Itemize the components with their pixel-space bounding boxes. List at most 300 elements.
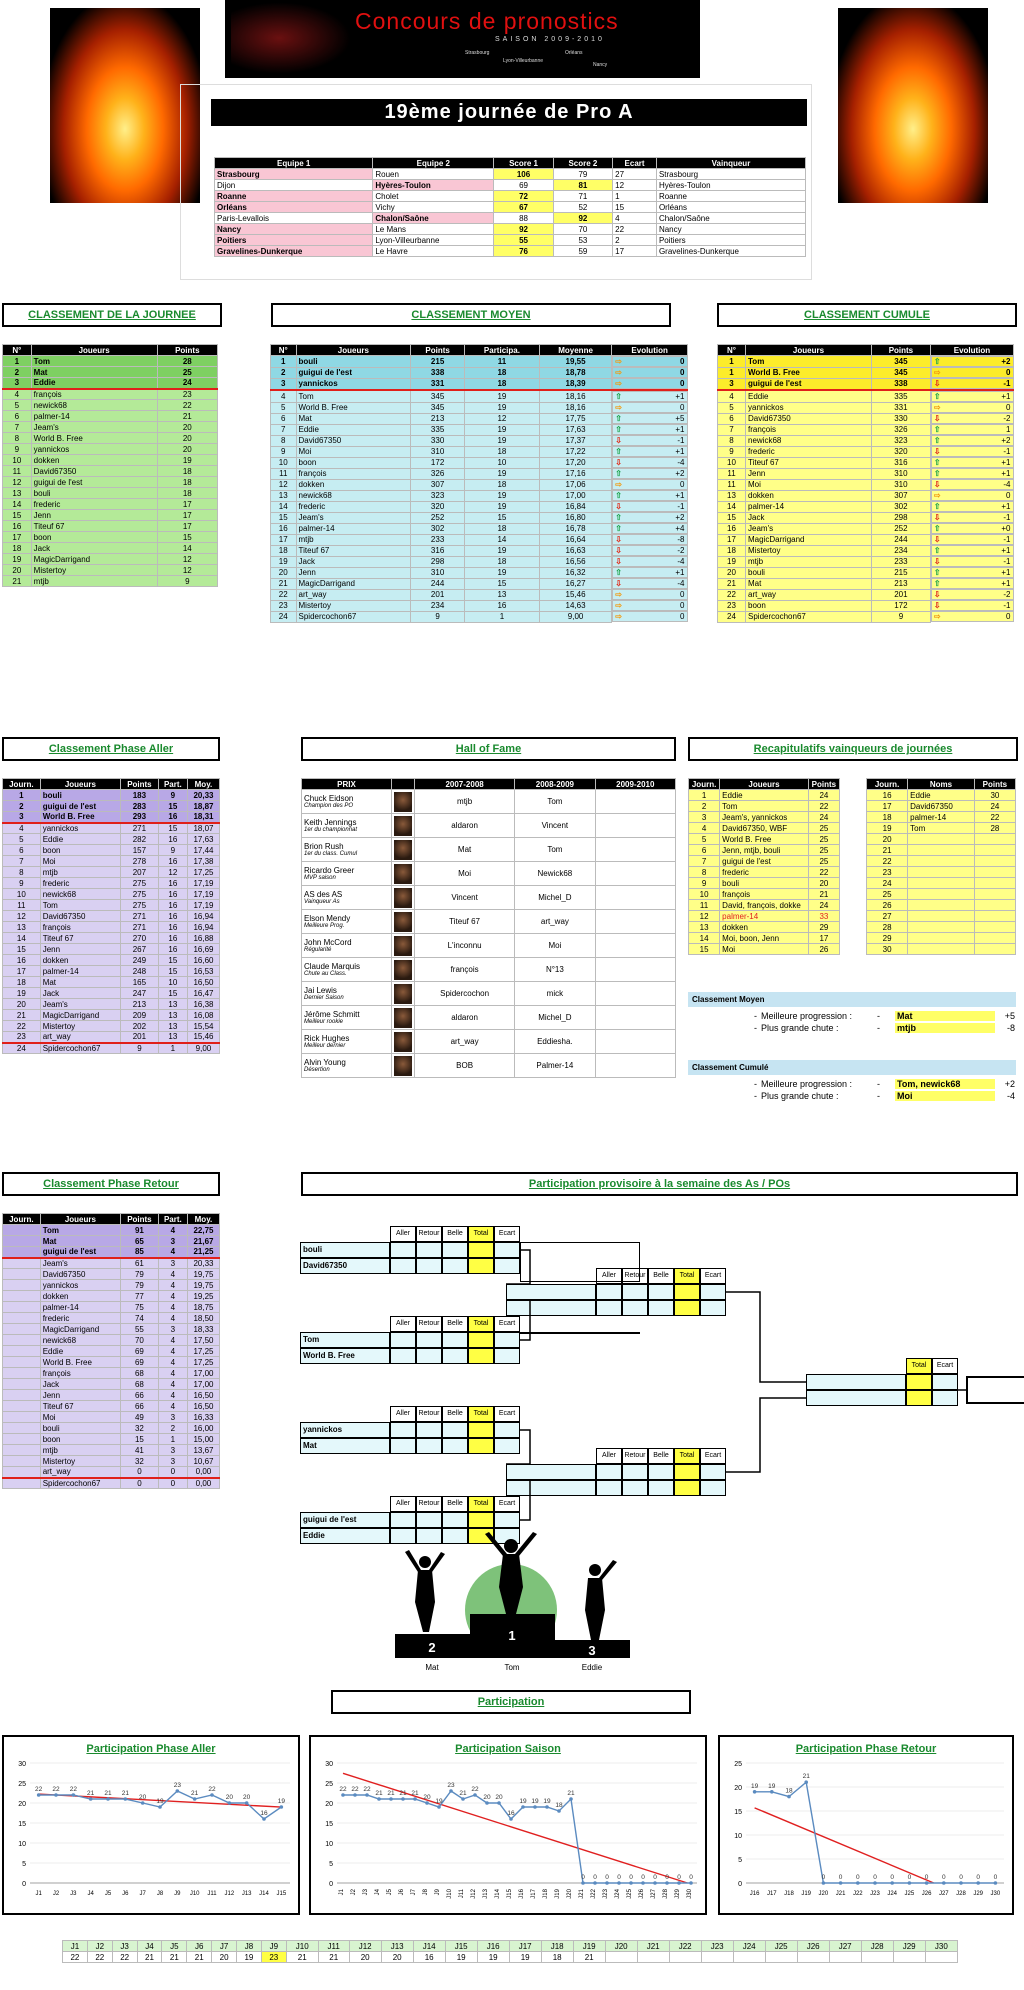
table-row xyxy=(3,856,220,867)
bracket-score-cell xyxy=(622,1480,648,1496)
y-tick-label: 20 xyxy=(325,1801,333,1808)
day-value xyxy=(797,1952,829,1963)
average: 20,33 xyxy=(187,1258,219,1269)
evolution-value: -1 xyxy=(1003,535,1011,544)
player-name: Eddie xyxy=(40,834,120,845)
points: 202 xyxy=(121,1021,159,1032)
x-tick-label: J8 xyxy=(423,1889,429,1896)
bracket-col-aller: Aller xyxy=(390,1226,416,1242)
player-name: dokken xyxy=(40,1291,120,1302)
rank: 10 xyxy=(3,455,32,466)
table-row xyxy=(867,944,1016,955)
rank xyxy=(3,1368,41,1379)
evolution-value: +1 xyxy=(675,568,685,577)
points: 74 xyxy=(121,1313,159,1324)
average: 16,00 xyxy=(187,1423,219,1434)
table-row xyxy=(271,356,688,368)
column-header: Noms xyxy=(908,779,975,790)
table-row xyxy=(3,790,220,801)
participations: 4 xyxy=(158,1269,187,1280)
player-name: Titeuf 67 xyxy=(40,1401,120,1412)
data-point xyxy=(617,1881,621,1885)
column-header: Equipe 1 xyxy=(215,158,373,169)
participations: 16 xyxy=(158,933,187,944)
points: 338 xyxy=(871,378,930,390)
evolution xyxy=(931,512,1014,523)
prize-cell xyxy=(302,934,392,958)
table-header-row xyxy=(689,779,840,790)
points: 91 xyxy=(121,1225,159,1236)
column-header: Equipe 2 xyxy=(373,158,494,169)
participations: 4 xyxy=(158,1401,187,1412)
points: 23 xyxy=(157,389,217,400)
participations: 12 xyxy=(158,867,187,878)
winner: Nancy xyxy=(656,224,805,235)
winner-name xyxy=(908,900,975,911)
data-point xyxy=(389,1797,393,1801)
winner-2007-2008: art_way xyxy=(415,1030,515,1054)
points: 20 xyxy=(157,444,217,455)
bracket-score-cell xyxy=(442,1242,468,1258)
average: 18,39 xyxy=(539,378,611,390)
rank: 11 xyxy=(271,468,297,479)
points: 323 xyxy=(411,490,465,501)
table-row xyxy=(3,867,220,878)
points: 28 xyxy=(974,823,1015,834)
data-point xyxy=(856,1881,860,1885)
score-2: 53 xyxy=(553,235,612,246)
y-tick-label: 25 xyxy=(734,1761,742,1768)
player-name: World B. Free xyxy=(746,367,872,378)
data-point xyxy=(689,1881,693,1885)
column-header: Moy. xyxy=(187,1214,219,1225)
rank: 13 xyxy=(718,490,746,501)
final-score-cell xyxy=(932,1374,958,1390)
bracket-col-retour: Retour xyxy=(416,1316,442,1332)
data-label: 18 xyxy=(785,1787,793,1795)
rank xyxy=(3,1357,41,1368)
x-tick-label: J23 xyxy=(603,1889,609,1899)
points: 249 xyxy=(121,955,159,966)
data-label: 19 xyxy=(543,1798,551,1805)
data-point xyxy=(210,1793,214,1797)
winner-name: David67350, WBF xyxy=(720,823,809,834)
team-2: Lyon-Villeurbanne xyxy=(373,235,494,246)
arrow-right-icon: ⇨ xyxy=(933,491,941,500)
rank xyxy=(3,1478,41,1489)
player-name: frederic xyxy=(746,446,872,457)
winner-name xyxy=(908,922,975,933)
evolution xyxy=(612,545,687,556)
participations: 16 xyxy=(158,889,187,900)
data-label: 22 xyxy=(339,1786,347,1793)
player-name: françois xyxy=(296,468,411,479)
x-tick-label: J3 xyxy=(363,1889,369,1896)
x-tick-label: J9 xyxy=(435,1889,441,1896)
data-point xyxy=(37,1793,41,1797)
prize-cell xyxy=(302,1030,392,1054)
table-row xyxy=(215,180,806,191)
table-row xyxy=(3,543,218,554)
score-2: 70 xyxy=(553,224,612,235)
y-tick-label: 5 xyxy=(22,1861,26,1868)
day-header: J11 xyxy=(318,1941,349,1952)
rank xyxy=(3,1324,41,1335)
column-header: Moy. xyxy=(187,779,219,790)
evolution xyxy=(612,611,687,622)
score-1: 55 xyxy=(494,235,553,246)
table-row xyxy=(3,955,220,966)
average: 17,25 xyxy=(187,1357,219,1368)
arrow-down-icon: ⇩ xyxy=(933,590,941,599)
player-name: Jeam's xyxy=(296,512,411,523)
table-row xyxy=(867,823,1016,834)
bracket-score-cell xyxy=(622,1284,648,1300)
winner-2008-2009: Palmer-14 xyxy=(515,1054,595,1078)
day-header: J2 xyxy=(87,1941,112,1952)
day-header: J25 xyxy=(765,1941,797,1952)
bracket-score-cell xyxy=(648,1284,674,1300)
x-tick-label: J29 xyxy=(973,1891,984,1897)
worst-drop-name: Moi xyxy=(895,1091,995,1101)
day-value: 20 xyxy=(212,1952,237,1963)
prize-description: Champion des PO xyxy=(304,803,354,809)
data-point xyxy=(822,1881,826,1885)
bracket-player xyxy=(506,1284,596,1300)
player-name: Titeuf 67 xyxy=(31,521,157,532)
data-label: 21 xyxy=(375,1790,383,1797)
table-row xyxy=(3,521,218,532)
player-photo xyxy=(394,840,412,860)
bracket-connector xyxy=(520,1332,640,1334)
y-tick-label: 5 xyxy=(329,1861,333,1868)
participations: 3 xyxy=(158,1412,187,1423)
day-value: 21 xyxy=(162,1952,187,1963)
column-header: Joueurs xyxy=(40,779,120,790)
table-row xyxy=(867,790,1016,801)
column-header: Points xyxy=(157,345,217,356)
winner-name: guigui de l'est xyxy=(720,856,809,867)
day-header: J12 xyxy=(349,1941,381,1952)
worst-drop-value: -4 xyxy=(1006,1091,1015,1101)
player-name: David67350 xyxy=(746,413,872,424)
evolution xyxy=(931,356,1014,367)
city-label: Orléans xyxy=(565,50,583,56)
player-name: palmer-14 xyxy=(40,966,120,977)
player-name: Jenn xyxy=(746,468,872,479)
x-tick-label: J27 xyxy=(938,1891,949,1897)
score-1: 76 xyxy=(494,246,553,257)
player-photo-cell xyxy=(392,838,415,862)
rank xyxy=(3,1269,41,1280)
points: 213 xyxy=(121,999,159,1010)
evolution-value: +1 xyxy=(1001,579,1011,588)
evolution xyxy=(931,468,1014,479)
participations: 4 xyxy=(158,1379,187,1390)
evolution xyxy=(612,356,687,367)
prize-cell xyxy=(302,1006,392,1030)
player-photo-cell xyxy=(392,814,415,838)
participations: 13 xyxy=(158,999,187,1010)
title-participation-po: Participation provisoire à la semaine des As / POs xyxy=(301,1172,1018,1196)
ecart: 2 xyxy=(613,235,657,246)
bracket-score-cell xyxy=(648,1480,674,1496)
participations: 18 xyxy=(464,479,539,490)
summary-dash: - xyxy=(754,1091,757,1101)
points: 233 xyxy=(411,534,465,545)
data-label: 22 xyxy=(351,1786,359,1793)
rank xyxy=(3,1258,41,1269)
rank: 20 xyxy=(3,999,41,1010)
winner-name xyxy=(908,867,975,878)
moyen-summary xyxy=(688,992,1016,1033)
points: 17 xyxy=(157,499,217,510)
prize-name: Jai Lewis xyxy=(304,986,337,995)
evolution xyxy=(931,435,1014,446)
data-point xyxy=(557,1809,561,1813)
prize-name: Keith Jennings xyxy=(304,818,357,827)
table-row xyxy=(271,446,688,457)
table-row xyxy=(215,224,806,235)
player-name: boon xyxy=(40,1434,120,1445)
bracket-score-cell xyxy=(390,1348,416,1364)
player-photo-cell xyxy=(392,1054,415,1078)
rank: 13 xyxy=(3,488,32,499)
data-label: 21 xyxy=(191,1790,199,1797)
evolution xyxy=(612,567,687,578)
points: 234 xyxy=(411,600,465,611)
points: 61 xyxy=(121,1258,159,1269)
prize-name: Rick Hughes xyxy=(304,1034,350,1043)
journee: 11 xyxy=(689,900,720,911)
winner-2009-2010 xyxy=(595,910,675,934)
player-name: françois xyxy=(746,424,872,435)
average: 17,20 xyxy=(539,457,611,468)
evolution xyxy=(612,378,687,389)
bracket-line xyxy=(726,1398,806,1472)
table-row xyxy=(215,169,806,180)
day-value xyxy=(669,1952,701,1963)
bracket-col-aller: Aller xyxy=(390,1496,416,1512)
arrow-right-icon: ⇨ xyxy=(615,368,622,377)
winner-name: Eddie xyxy=(908,790,975,801)
table-row xyxy=(867,867,1016,878)
data-point xyxy=(341,1793,345,1797)
prize-description: Vainqueur As xyxy=(304,899,340,905)
table-row xyxy=(3,1021,220,1032)
x-tick-label: J18 xyxy=(543,1889,549,1899)
classement-cumule-table xyxy=(717,344,1014,623)
evolution-value: 0 xyxy=(680,403,685,412)
table-row xyxy=(689,889,840,900)
points xyxy=(974,911,1015,922)
average: 15,54 xyxy=(187,1021,219,1032)
points: 252 xyxy=(411,512,465,523)
table-row xyxy=(3,1379,220,1390)
day-header: J23 xyxy=(701,1941,733,1952)
table-row xyxy=(271,556,688,567)
bracket-col-total: Total xyxy=(468,1496,494,1512)
average: 16,88 xyxy=(187,933,219,944)
rank: 1 xyxy=(718,367,746,378)
participation-per-day-table xyxy=(62,1940,958,1963)
arrow-up-icon: ⇧ xyxy=(933,436,941,445)
score-1: 92 xyxy=(494,224,553,235)
arrow-up-icon: ⇧ xyxy=(933,568,941,577)
average: 19,25 xyxy=(187,1291,219,1302)
table-row xyxy=(3,845,220,856)
rank: 24 xyxy=(718,611,746,622)
points: 9 xyxy=(121,1043,159,1054)
chart-title: Participation Phase Aller xyxy=(86,1743,216,1755)
column-header: Joueurs xyxy=(296,345,411,356)
score-2: 71 xyxy=(553,191,612,202)
bracket-score-cell xyxy=(416,1438,442,1454)
day-header: J8 xyxy=(237,1941,262,1952)
table-row xyxy=(271,523,688,534)
points: 24 xyxy=(808,812,839,823)
x-tick-label: J18 xyxy=(784,1891,794,1897)
journee: 9 xyxy=(689,878,720,889)
winner-2007-2008: L'inconnu xyxy=(415,934,515,958)
table-row xyxy=(271,567,688,578)
arrow-down-icon: ⇩ xyxy=(933,513,941,522)
day-value: 22 xyxy=(87,1952,112,1963)
data-label: 0 xyxy=(873,1874,877,1881)
winner-2009-2010 xyxy=(595,790,675,814)
table-row xyxy=(3,911,220,922)
arrow-down-icon: ⇩ xyxy=(615,502,622,511)
table-row xyxy=(3,400,218,411)
evolution xyxy=(612,589,687,600)
table-row xyxy=(3,1456,220,1467)
winner-2008-2009: N°13 xyxy=(515,958,595,982)
participations: 13 xyxy=(158,1010,187,1021)
table-row xyxy=(718,589,1014,600)
rank: 16 xyxy=(3,521,32,532)
average: 17,63 xyxy=(187,834,219,845)
table-row xyxy=(3,389,218,400)
player-name: palmer-14 xyxy=(296,523,411,534)
data-point xyxy=(629,1881,633,1885)
table-row xyxy=(689,867,840,878)
data-label: 21 xyxy=(459,1790,467,1797)
player-photo xyxy=(394,960,412,980)
city-label: Nancy xyxy=(593,62,608,68)
data-point xyxy=(605,1881,609,1885)
banner-title: Concours de pronostics xyxy=(355,8,619,34)
data-label: 19 xyxy=(277,1798,285,1805)
arrow-right-icon: ⇨ xyxy=(933,403,941,412)
bracket-score-cell xyxy=(494,1512,520,1528)
data-label: 20 xyxy=(225,1794,233,1801)
day-header: J13 xyxy=(381,1941,413,1952)
player-name: art_way xyxy=(40,1032,120,1043)
podium-graphic xyxy=(385,1532,645,1674)
table-row xyxy=(3,922,220,933)
table-row xyxy=(3,878,220,889)
average: 17,75 xyxy=(539,413,611,424)
bracket-col-total: Total xyxy=(468,1226,494,1242)
points: 302 xyxy=(871,501,930,512)
x-tick-label: J27 xyxy=(651,1889,657,1899)
points: 25 xyxy=(157,367,217,378)
average: 18,50 xyxy=(187,1313,219,1324)
player-photo-cell xyxy=(392,958,415,982)
average: 21,67 xyxy=(187,1236,219,1247)
data-label: 18 xyxy=(555,1802,563,1809)
series-line xyxy=(755,1782,996,1883)
table-row xyxy=(271,435,688,446)
arrow-down-icon: ⇩ xyxy=(933,601,941,610)
x-tick-label: J24 xyxy=(615,1889,621,1899)
day-header: J24 xyxy=(733,1941,765,1952)
score-2: 52 xyxy=(553,202,612,213)
points xyxy=(974,845,1015,856)
player-photo xyxy=(394,912,412,932)
participations: 1 xyxy=(464,611,539,622)
evolution-value: 0 xyxy=(1006,403,1011,412)
x-tick-label: J17 xyxy=(531,1889,537,1899)
summary-dash: - xyxy=(754,1011,757,1021)
evolution-value: +1 xyxy=(1001,392,1011,401)
winner-2008-2009: Vincent xyxy=(515,814,595,838)
data-point xyxy=(425,1801,429,1805)
points: 298 xyxy=(411,556,465,567)
player-name: françois xyxy=(40,1368,120,1379)
bracket-score-cell xyxy=(442,1348,468,1364)
participations: 19 xyxy=(464,545,539,556)
table-row xyxy=(718,468,1014,479)
points: 298 xyxy=(871,512,930,523)
points: 201 xyxy=(411,589,465,600)
bracket-score-cell xyxy=(494,1332,520,1348)
table-row xyxy=(718,501,1014,512)
players-photo xyxy=(231,2,351,74)
table-header-row xyxy=(302,779,676,790)
bracket-score-cell xyxy=(648,1300,674,1316)
points: 234 xyxy=(871,545,930,556)
table-row xyxy=(3,1247,220,1258)
rank: 3 xyxy=(271,378,297,390)
bracket-score-cell xyxy=(416,1512,442,1528)
column-header: 2007-2008 xyxy=(415,779,515,790)
points: 283 xyxy=(121,801,159,812)
points: 345 xyxy=(871,367,930,378)
data-point xyxy=(593,1881,597,1885)
rank xyxy=(3,1302,41,1313)
journee: 12 xyxy=(689,911,720,922)
table-row xyxy=(718,567,1014,578)
rank xyxy=(3,1225,41,1236)
rank: 10 xyxy=(271,457,297,468)
participations: 13 xyxy=(158,1032,187,1043)
average: 18,16 xyxy=(539,390,611,402)
summary-dash: - xyxy=(877,1023,880,1033)
day-value: 19 xyxy=(509,1952,541,1963)
rank: 12 xyxy=(3,477,32,488)
prize-name: Brion Rush xyxy=(304,842,344,851)
points: 20 xyxy=(157,433,217,444)
player-photo xyxy=(394,792,412,812)
player-name: art_way xyxy=(296,589,411,600)
evolution-value: -1 xyxy=(1003,447,1011,456)
day-value: 21 xyxy=(137,1952,162,1963)
points: 275 xyxy=(121,889,159,900)
average: 16,47 xyxy=(187,988,219,999)
table-row xyxy=(271,611,688,622)
data-label: 21 xyxy=(87,1790,95,1797)
